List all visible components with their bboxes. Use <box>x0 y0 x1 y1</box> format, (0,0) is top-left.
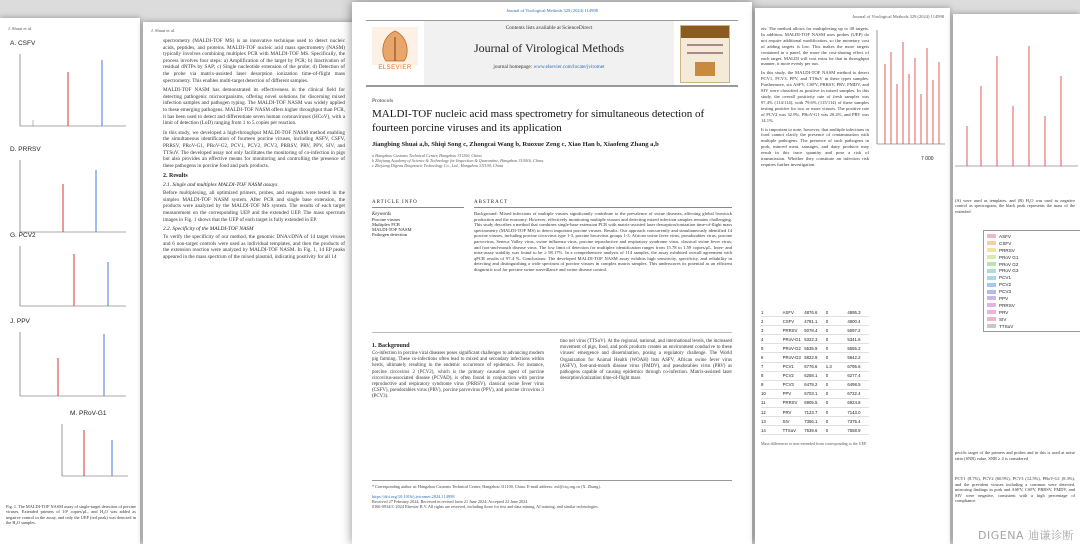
left-page <box>0 18 140 544</box>
spectrum-fragment <box>953 26 1080 176</box>
axis-tick: 7 000 <box>921 156 934 162</box>
spectrum-d <box>18 156 128 236</box>
table-row: 6 PRoV-G3 5822.9 0 5842.2 <box>761 353 869 362</box>
panel-label-pcv2: G. PCV2 <box>10 232 36 239</box>
legend-swatch <box>987 234 996 238</box>
figure-caption: Fig. 1. The MALDI-TOF NASM assay of single-target detection of porcine viruses. Extended primers of 10¹ copies/μL, and H₂O was added as negative control in the assay, and only the UEP (red peak) was detected in the H₂O samples. <box>6 504 136 526</box>
table-row: 1 ASFV 4876.6 0 4895.3 <box>761 308 869 317</box>
running-head: Journal of Virological Methods 329 (2024) 114998 <box>852 14 944 19</box>
body-paragraph: tino nel virus (TTSuV). At the regional, national, and international levels, the increased movement of pigs, food, and pork products creates an environment conducive to these viruses' emergence and dissemination, posing a regulatory challenge. The World Organization for Animal Health (WOAH) lists ASFV, African swine fever virus (ASFV), foot-and-mouth disease virus (FMDV), and pseudorabies virus (PRV) as pathogens capable of causing epidemics through co-infection. Matrix-assisted laser desorption/ionization time-of-flight mass <box>560 339 732 382</box>
keyword: Pathogen detection <box>372 232 408 237</box>
legend-swatch <box>987 310 996 314</box>
legend-swatch <box>987 248 996 252</box>
legend-swatch <box>987 241 996 245</box>
table-row: 10 PPV 6703.1 0 6722.4 <box>761 390 869 399</box>
figure-caption: (A) were used as templates, and (B) H₂O was used as negative control as spectrogram; the black peak represents the mass of the extended <box>955 198 1075 214</box>
masthead <box>366 20 738 87</box>
table-row: 3 PRRSV 5078.4 0 5097.2 <box>761 326 869 335</box>
legend-swatch <box>987 290 996 294</box>
body-paragraph: In this study, we developed a high-throughput MALDI-TOF NASM method enabling the simultaneous identification of fourteen porcine viruses, including ASFV, CSFV, PRRSV, PRoV-G1, PRoV-G2, PCV1, PCV2, PCV3, PRRSV, PRV, PPV, SIV, and TTSuV. The developed assay not only facilitates the monitoring of co-infection in pigs but also provides an effective means for monitoring and controlling the presence of these pathogens in porcine food and pork products. <box>163 129 345 169</box>
body-paragraph: In this study, the MALDI-TOF NASM method to detect PCV1, PCV3, PPV, and TTSuV in these types samples. Furthermore, six ASFV, CSFV, PRRSV, PRV, FMDV, and SIV were classified as positive in mixed samples. In this study, the overall positivity rate of fresh samples was 97.4% (114/114), with 79.6% (115/114) of these samples testing positive for two or more viruses. The positive rate of PCV2 was 32.9%, PRoV-G1 was 20.2%, and PRV was 14.1%. <box>761 70 869 123</box>
article-info-abstract <box>372 200 732 273</box>
table-row: 13 SIV 7356.1 0 7375.4 <box>761 417 869 426</box>
legend <box>983 230 1080 332</box>
table-row: 5 PRoV-G2 5535.9 0 5555.2 <box>761 344 869 353</box>
body-paragraph: pecific target of the primers and probes and in this is used at noise ratio (SNR) value. SNR ≥ 4 is considered <box>955 450 1075 461</box>
article-info-heading: ARTICLE INFO <box>372 200 464 208</box>
center-page <box>352 2 752 544</box>
table-row: 7 PCV1 6776.6 1.3 6795.6 <box>761 363 869 372</box>
panel-label-ppv: J. PPV <box>10 318 30 325</box>
copyright: 0166-0934/© 2024 Elsevier B.V. All rights are reserved, including those for text and data mining, AI training, and similar technologies. <box>372 504 599 509</box>
legend-item: TTSuV <box>987 323 1079 330</box>
second-page <box>143 22 355 544</box>
legend-swatch <box>987 269 996 273</box>
far-right-page <box>953 14 1080 544</box>
legend-item: PRRSV <box>987 247 1079 254</box>
legend-item: PPV <box>987 295 1079 302</box>
legend-item: PCV3 <box>987 288 1079 295</box>
homepage-label: journal homepage: <box>493 64 533 70</box>
keywords-heading: Keywords <box>372 212 392 217</box>
running-head: J. Shuai et al. <box>151 28 176 33</box>
legend-item: ASFV <box>987 233 1079 240</box>
spectrum-a <box>18 50 128 130</box>
contents-line: Contents lists available at ScienceDirect <box>505 25 593 31</box>
keyword: MALDI-TOF NASM <box>372 227 412 232</box>
section-heading: 1. Background <box>372 343 410 349</box>
panel-label-prov-g1: M. PRoV-G1 <box>70 410 107 417</box>
legend-item: PCV2 <box>987 281 1079 288</box>
journal-name[interactable]: Journal of Virological Methods <box>473 41 625 55</box>
spectrum-g <box>18 242 128 310</box>
abstract-heading: ABSTRACT <box>474 200 732 208</box>
table-row: 9 PCV3 6479.2 0 6498.5 <box>761 381 869 390</box>
body-paragraph: spectrometry (MALDI-TOF MS) is an innovative technique used to detect nucleic acids, peptides, and proteins. MALDI-TOF nucleic acid mass spectrometry (NASM) typically involves combining multiplex PCR with MALDI-TOF MS. Specifically, the process involves four steps: a) Amplification of the target by PCR; b) Inactivation of residual dNTPs by SAP; c) Single nucleotide extension of the probe; d) Detection of the probe via matrix-assisted laser desorption ionization time-of-flight mass spectrometry. This enables multi-target detection of different samples. <box>163 38 345 84</box>
affiliation: a Hangzhou Customs Technical Center, Hangzhou 311100, China <box>372 153 482 158</box>
target-table <box>761 308 869 446</box>
doi-link[interactable]: https://doi.org/10.1016/j.jviromet.2024.114998 <box>372 494 455 499</box>
panel-label-prrsv: D. PRRSV <box>10 146 41 153</box>
elsevier-logo <box>372 27 418 77</box>
watermark: DIGENA 迪谦诊断 <box>978 529 1074 542</box>
body-paragraph: It is important to note, however, that multiple infections in food cannot clarify the presence of contamination with multiple pathogens. The presence of such pathogens in pork, minced meat, sausages, and dairy products may result in this trace quantity and pose a risk of transmission. Whether they constitute an infection risk requires further investigation. <box>761 126 869 167</box>
multiplex-spectrum <box>873 24 947 154</box>
homepage-link[interactable]: www.elsevier.com/locate/jviromet <box>533 64 605 70</box>
article-title: MALDI-TOF nucleic acid mass spectrometry for simultaneous detection of fourteen porcine viruses and its application <box>372 108 705 134</box>
legend-swatch <box>987 317 996 321</box>
masthead-center <box>424 21 674 85</box>
spectrum-j <box>18 328 128 400</box>
affiliation: c Zhejiang Digena Diagnostic Technology Co., Ltd., Hangzhou 311100, China <box>372 163 504 168</box>
subsection-heading: 2.2. Specificity of the MALDI-TOF NASM <box>163 226 254 233</box>
legend-item: PRRSV <box>987 302 1079 309</box>
table-row: 2 CSFV 4781.1 0 4800.4 <box>761 317 869 326</box>
journal-header: Journal of Virological Methods 329 (2024) 114998 <box>506 8 598 13</box>
panel-label-csfv: A. CSFV <box>10 40 36 47</box>
body-paragraph: ets. The method allows for multiplexing up to 40 targets. In addition, MALDI-TOF NASM uses probes (UEP) do not require additional modification, so the monetary cost of adding targets is low. This makes the more targets contained in a panel, the more the cost-sharing effect of each target. MALDI will cost extra for that in throughput manner, it more evenly per run. <box>761 26 869 67</box>
article-info <box>372 200 464 273</box>
abstract <box>474 200 732 273</box>
legend-item: PRV <box>987 309 1079 316</box>
legend-swatch <box>987 283 996 287</box>
legend-swatch <box>987 296 996 300</box>
keyword: Porcine viruses <box>372 217 401 222</box>
body-paragraph: To verify the specificity of our method, the genomic DNA/cDNA of 14 target viruses and 6 non-target controls were used as individual templates, and then the products of the extension reaction were analyzed by MALDI-TOF NASM. In Fig. 1, 14 EP peaks appeared in the mass spectrum of the mixed plasmid, indicating positivity for all 14 <box>163 234 345 261</box>
running-head: J. Shuai et al. <box>8 26 33 31</box>
legend-swatch <box>987 303 996 307</box>
legend-item: PRoV G1 <box>987 254 1079 261</box>
legend-swatch <box>987 255 996 259</box>
affiliation: b Zhejiang Academy of Science & Technology for Inspection & Quarantine, Hangzhou 310016, China <box>372 158 544 163</box>
body-paragraph: MALDI-TOF NASM has demonstrated its effectiveness in the clinical field for detecting pathogenic microorganisms, offering novel solutions for discerning mixed infection samples and pathogen typing. The MALDI-TOF NASM was widely applied to these emerging pathogens. MALDI-TOF NASM offers higher throughput than PCR, it has been used to detect and differentiate seven human coronaviruses (HCoV), with a limit of detection (LoD) ranging from 1 to 5 copies per reaction. <box>163 87 345 127</box>
keyword: Multiplex PCR <box>372 222 400 227</box>
publisher-name: ELSEVIER <box>378 65 412 71</box>
table-row: 12 PRV 7123.7 0 7143.0 <box>761 408 869 417</box>
abstract-text: Background: Mixed infections of multiple viruses significantly contribute to the prevalence of swine diseases, affecting global livestock production and the economy. However, effectively monitoring multiple viruses and detecting mixed infection samples remains challenging. This study describes a method that combines single-base extension PCR with matrix-assisted laser desorption/ionization time-of-flight mass spectrometry (MALDI-TOF MS) to detect important porcine viruses. Results: Our approach concurrently and simultaneously identified 14 porcine viruses, including porcine circovirus type 1-3, porcine bocavirus groups 1-3, African swine fever virus, pseudorabies virus, porcine parvovirus, Seneca Valley virus, swine influenza virus, porcine reproductive and respiratory syndrome virus, classical swine fever virus, and foot-and-mouth disease virus. The low limit of detection for multiplex identification ranges from 15.78 to 1.59 copies/μL. Inter- and intra-assay stability was found to be ≥ 98.17%. In a comprehensive analysis of 114 samples, the assay exhibited overall agreement with qPCR results of 97.4 %. Conclusions: The developed MALDI-TOF NASM assay exhibits high sensitivity, specificity, and reliability in detecting and distinguishing a wide spectrum of porcine viruses in complex matrix samples. This underscores its potential as an efficient diagnostic tool for porcine swine surveillance and swine disease control. <box>474 211 732 272</box>
section-heading: 2. Results <box>163 173 188 180</box>
article-type: Protocols <box>372 98 394 104</box>
legend-swatch <box>987 324 996 328</box>
right-page <box>755 8 950 544</box>
table-footnote: Mass differences to non-extended from corresponding to the UEP. <box>761 441 867 447</box>
legend-swatch <box>987 262 996 266</box>
body-paragraph: Before multiplexing, all optimized primers, probes, and reagents were tested in the simplex MALDI-TOF NASM system. After PCR and single base extension, the products were analyzed by the MALDI-TOF MS system. The results of each target measurement on the corresponding UEP and the extended UEP. The mass spectrum images in Fig. 1 shows that the UEP of each target is fully extended in EP. <box>163 190 345 223</box>
legend-item: PCV1 <box>987 274 1079 281</box>
legend-item: PRoV G2 <box>987 261 1079 268</box>
journal-cover <box>680 25 730 83</box>
subsection-heading: 2.1. Single and multiplex MALDI-TOF NASM assays <box>163 182 278 189</box>
legend-item: SIV <box>987 316 1079 323</box>
authors: Jiangbing Shuai a,b, Shiqi Song c, Zhongcai Wang b, Ruoxue Zeng c, Xiao Han b, Xiaofeng Zhang a,b <box>372 141 659 148</box>
table-row: 4 PRoV-G1 5322.3 0 5341.6 <box>761 335 869 344</box>
legend-item: PRoV G3 <box>987 267 1079 274</box>
legend-item: CSFV <box>987 240 1079 247</box>
spectrum-m <box>60 420 130 480</box>
table-row: 14 TTSuV 7539.6 0 7558.9 <box>761 426 869 435</box>
body-paragraph: Co-infection in porcine viral diseases poses significant challenges to advancing modern pig farming. These co-infections often lead to mixed and secondary infections within herds, ultimately resulting in the endemic occurrence of epidemics. For instance, porcine circovirus 2 (PCV2), which is the primary causative agent of porcine circovirus-associated disease (PCVAD), is often found in conjunction with porcine reproductive and respiratory syndrome virus (PRRSV), classical swine fever virus (CSFV), pseudorabies virus (PRV), porcine parvovirus (PPV), and porcine circovirus 3 (PCV3). <box>372 351 544 400</box>
legend-swatch <box>987 276 996 280</box>
body-paragraph: PCV1 (8.7%), PCV2 (60.9%), PCV3 (12.5%), PRoV-G1 (8.3%), and the prevalent viruses including a common were detected, mirroring findings in pork and ASFV, CSFV, PRRSV, FMDV, and SIV were negative, consistent with a high percentage of compliance. <box>955 476 1075 504</box>
table-row: 11 PRRSV 6905.5 0 6924.8 <box>761 399 869 408</box>
received-dates: Received 27 February 2024; Received in revised form 21 June 2024; Accepted 22 June 2024 <box>372 499 528 504</box>
corresponding-footnote: * Corresponding author at: Hangzhou Customs Technical Center, Hangzhou 311100, China. E-mail address: zxf@ciq.org.cn (X. Zhang). <box>372 484 601 489</box>
table-row: 8 PCV2 6258.1 0 6277.4 <box>761 372 869 381</box>
